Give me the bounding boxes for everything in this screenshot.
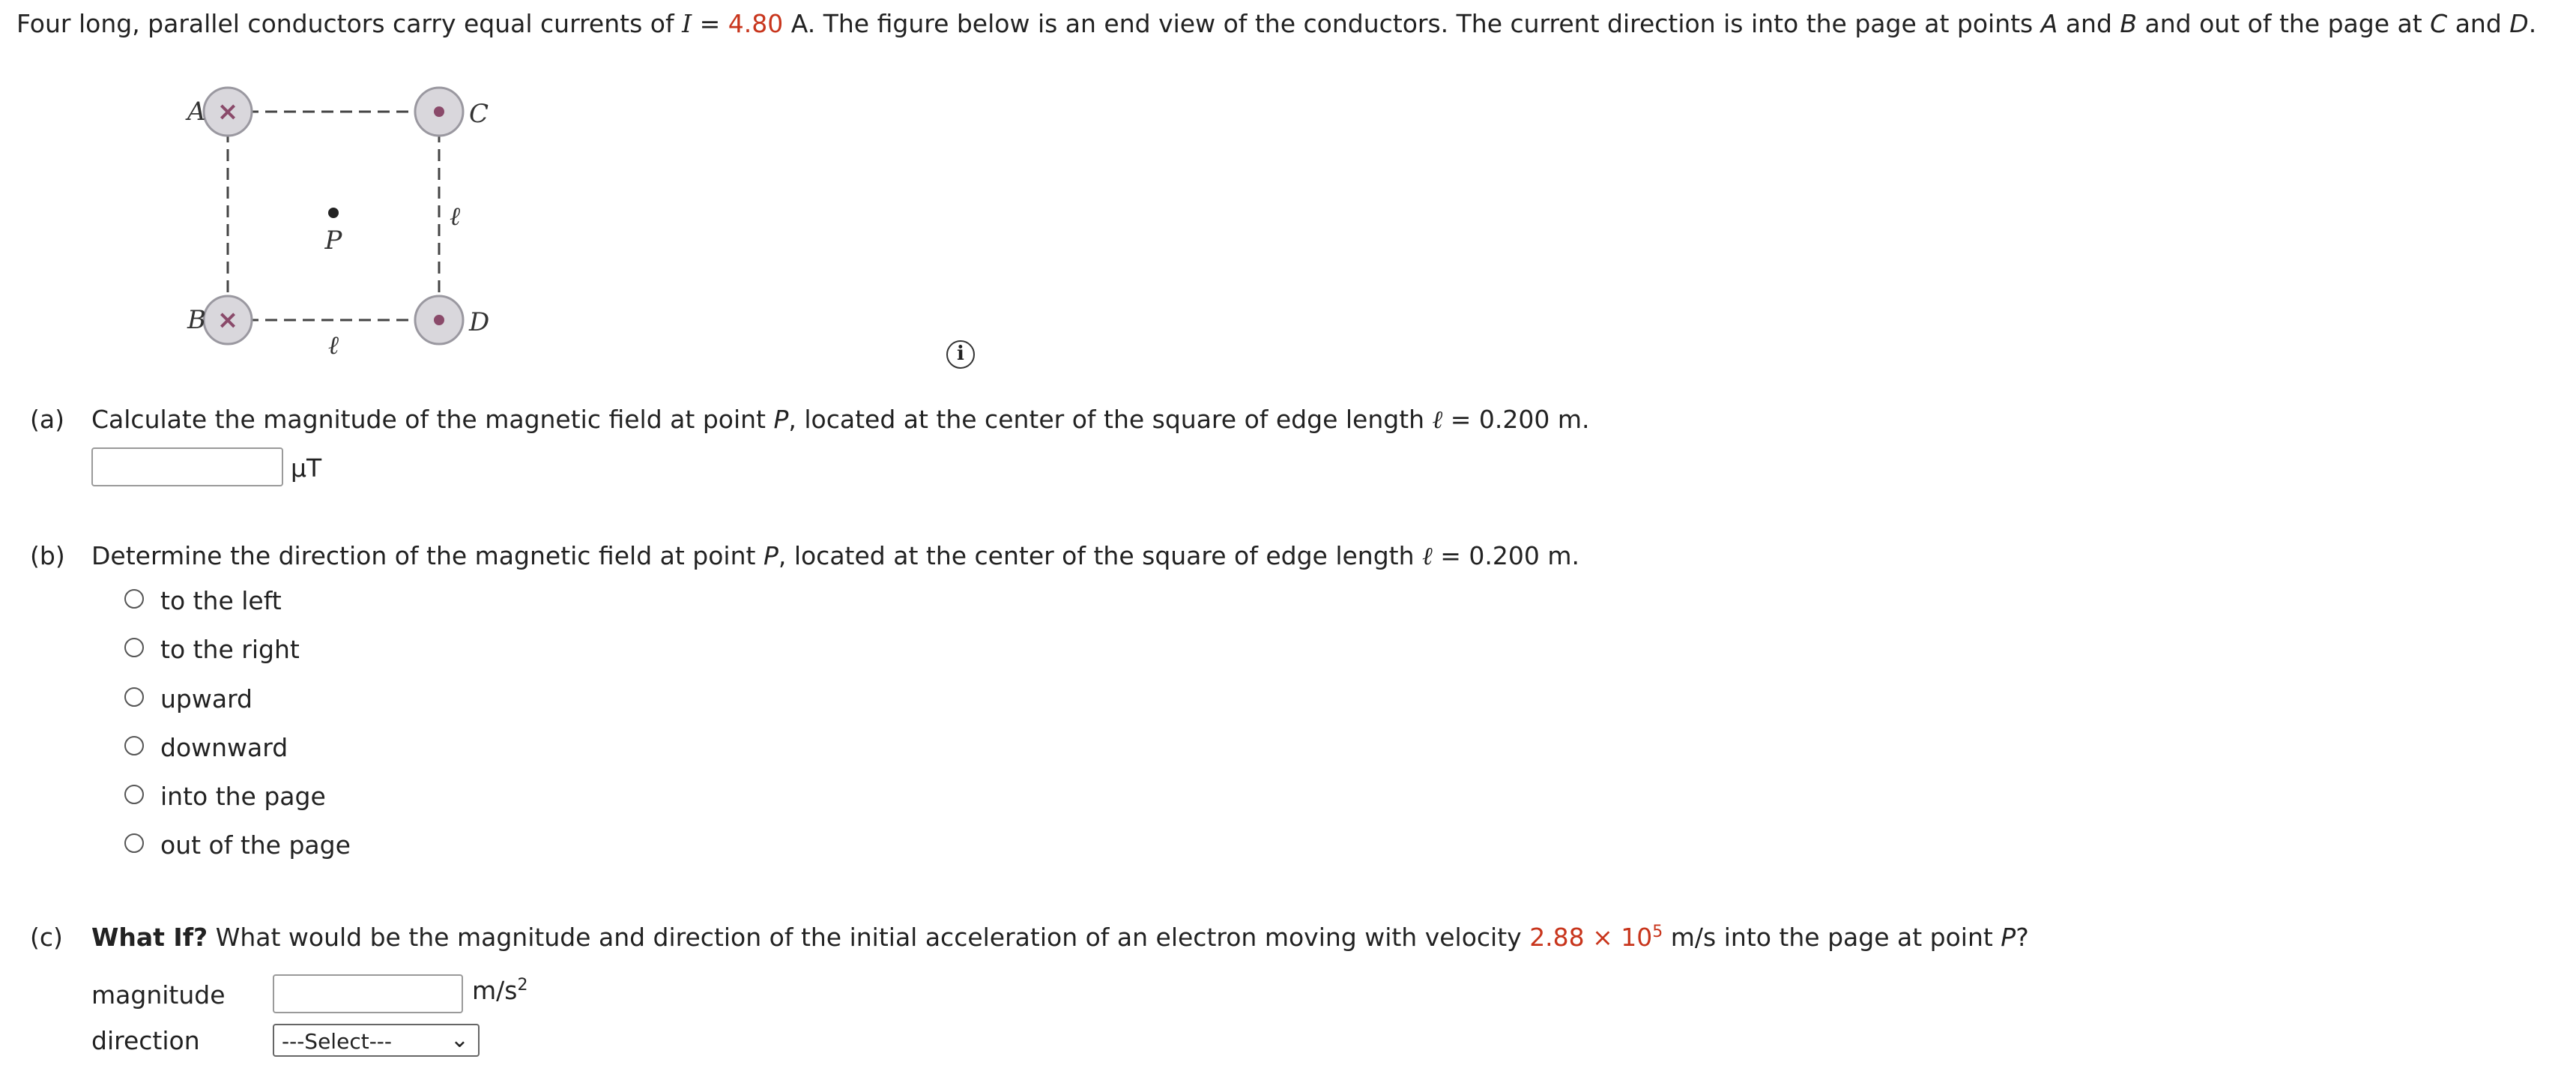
chevron-down-icon: ⌄ [450, 1027, 469, 1053]
direction-label: direction [91, 1026, 200, 1055]
out-of-page-icon [434, 315, 444, 325]
radio-downward[interactable] [124, 736, 144, 755]
direction-select[interactable] [273, 1024, 480, 1057]
radio-into-the-page[interactable] [124, 785, 144, 804]
label-C: C [469, 99, 489, 129]
part-b-question: Determine the direction of the magnetic field at point P, located at the center of the square of edge length ℓ = 0.200 m. [91, 541, 1579, 570]
part-a [30, 405, 64, 434]
option-label[interactable]: to the left [160, 586, 282, 615]
option-label[interactable]: downward [160, 733, 288, 762]
label-ell-right: ℓ [450, 202, 461, 232]
option-label[interactable]: upward [160, 684, 253, 714]
conductor-C [415, 88, 463, 136]
part-b-label: (b) [30, 541, 65, 570]
conductor-B [204, 296, 252, 344]
into-page-icon: × [217, 305, 239, 335]
current-value: 4.80 [728, 9, 784, 38]
magnitude-label: magnitude [91, 980, 226, 1010]
label-P: P [324, 226, 342, 256]
part-c-question: What If? What would be the magnitude and direction of the initial acceleration of an electron moving with velocity $2.88 \times 10^5$ m/s into the page at point P? [91, 923, 2029, 952]
radio-out-of-the-page[interactable] [124, 833, 144, 853]
point-P [328, 208, 339, 218]
part-a-answer-input[interactable] [91, 447, 283, 486]
part-c-magnitude-input[interactable] [273, 974, 463, 1013]
label-B: B [187, 305, 206, 335]
option-label[interactable]: to the right [160, 635, 300, 664]
label-ell-bottom: ℓ [327, 331, 339, 360]
info-icon[interactable]: i [946, 340, 975, 369]
part-c-label: (c) [30, 923, 63, 952]
into-page-icon: × [217, 97, 239, 127]
radio-upward[interactable] [124, 687, 144, 707]
velocity-value: $2.88 \times 10^5$ [1529, 923, 1663, 952]
out-of-page-icon [434, 106, 444, 117]
label-A: A [187, 97, 206, 127]
magnitude-unit: $m/s^2$ [472, 976, 528, 1005]
select-value: ---Select--- [282, 1029, 392, 1054]
problem-intro: Four long, parallel conductors carry equal currents of I = 4.80 A. The figure below is an end view of the conductors. The current direction is into the page at points A and B and out of the page at C and D. [16, 9, 2537, 38]
option-label[interactable]: out of the page [160, 830, 351, 860]
radio-to-the-left[interactable] [124, 589, 144, 609]
conductor-figure [150, 75, 524, 375]
part-a-question: Calculate the magnitude of the magnetic field at point P, located at the center of the square of edge length ℓ = 0.200 m. [91, 405, 1590, 434]
part-a-unit: μT [291, 453, 322, 483]
option-label[interactable]: into the page [160, 782, 326, 811]
conductor-A [204, 88, 252, 136]
label-D: D [469, 307, 490, 337]
conductor-D [415, 296, 463, 344]
radio-to-the-right[interactable] [124, 638, 144, 657]
part-a-label: (a) [30, 405, 64, 434]
